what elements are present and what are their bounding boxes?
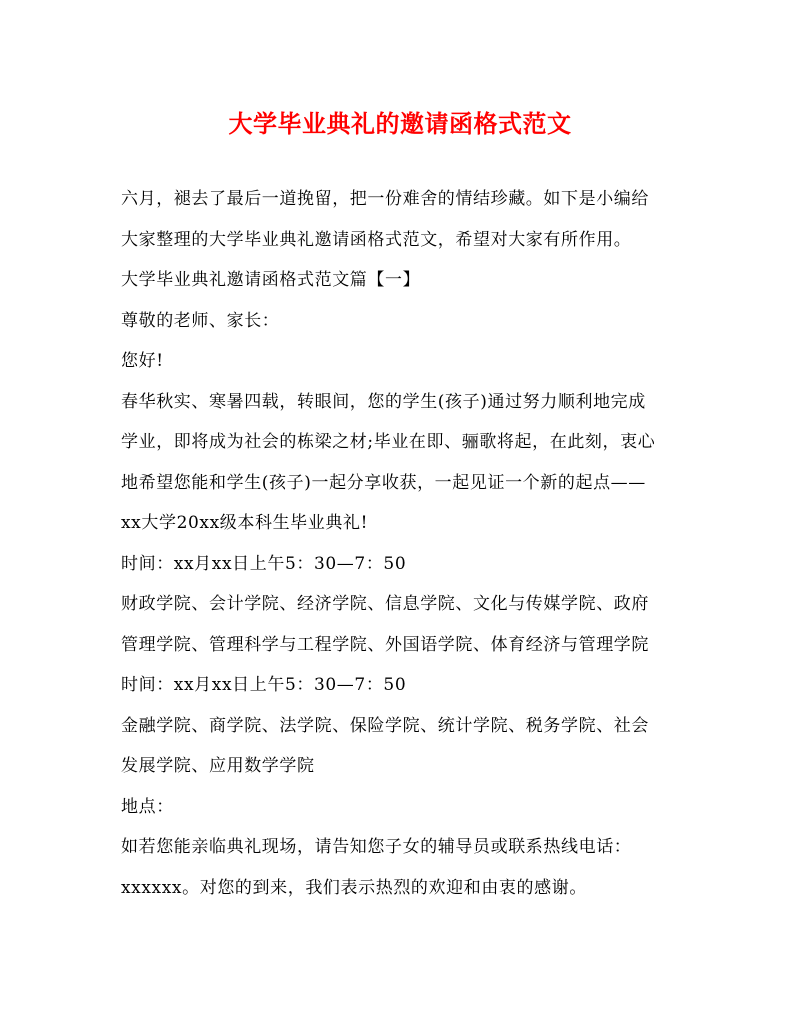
time-line: 时间：xx月xx日上午5：30—7：50 [121,553,407,574]
paragraph-line: 财政学院、会计学院、经济学院、信息学院、文化与传媒学院、政府 [121,594,649,614]
section-heading: 大学毕业典礼邀请函格式范文篇【一】 [121,270,421,290]
salutation: 尊敬的老师、家长： [121,310,280,331]
greeting: 您好! [121,351,164,371]
document-title: 大学毕业典礼的邀请函格式范文 [228,109,572,138]
paragraph-line: xxxxxx。对您的到来，我们表示热烈的欢迎和由衷的感谢。 [121,877,587,898]
paragraph-line: 春华秋实、寒暑四载，转眼间，您的学生(孩子)通过努力顺利地完成 [121,391,646,412]
paragraph-line: 学业，即将成为社会的栋梁之材;毕业在即、骊歌将起，在此刻，衷心 [121,432,656,452]
document-body [121,183,691,912]
paragraph-line: 管理学院、管理科学与工程学院、外国语学院、体育经济与管理学院 [121,634,649,655]
location-line: 地点： [121,796,174,817]
paragraph-line: 金融学院、商学院、法学院、保险学院、统计学院、税务学院、社会 [121,715,649,736]
paragraph-line: 地希望您能和学生(孩子)一起分享收获，一起见证一个新的起点—— [121,472,646,493]
paragraph-line: 大家整理的大学毕业典礼邀请函格式范文，希望对大家有所作用。 [121,229,632,250]
paragraph-line: xx大学20xx级本科生毕业典礼! [121,513,369,533]
paragraph-line: 发展学院、应用数学学院 [121,756,315,776]
time-line: 时间：xx月xx日上午5：30—7：50 [121,675,407,695]
paragraph-line: 六月，褪去了最后一道挽留，把一份难舍的情结珍藏。如下是小编给 [121,189,649,209]
paragraph-line: 如若您能亲临典礼现场，请告知您子女的辅导员或联系热线电话： [121,837,632,857]
